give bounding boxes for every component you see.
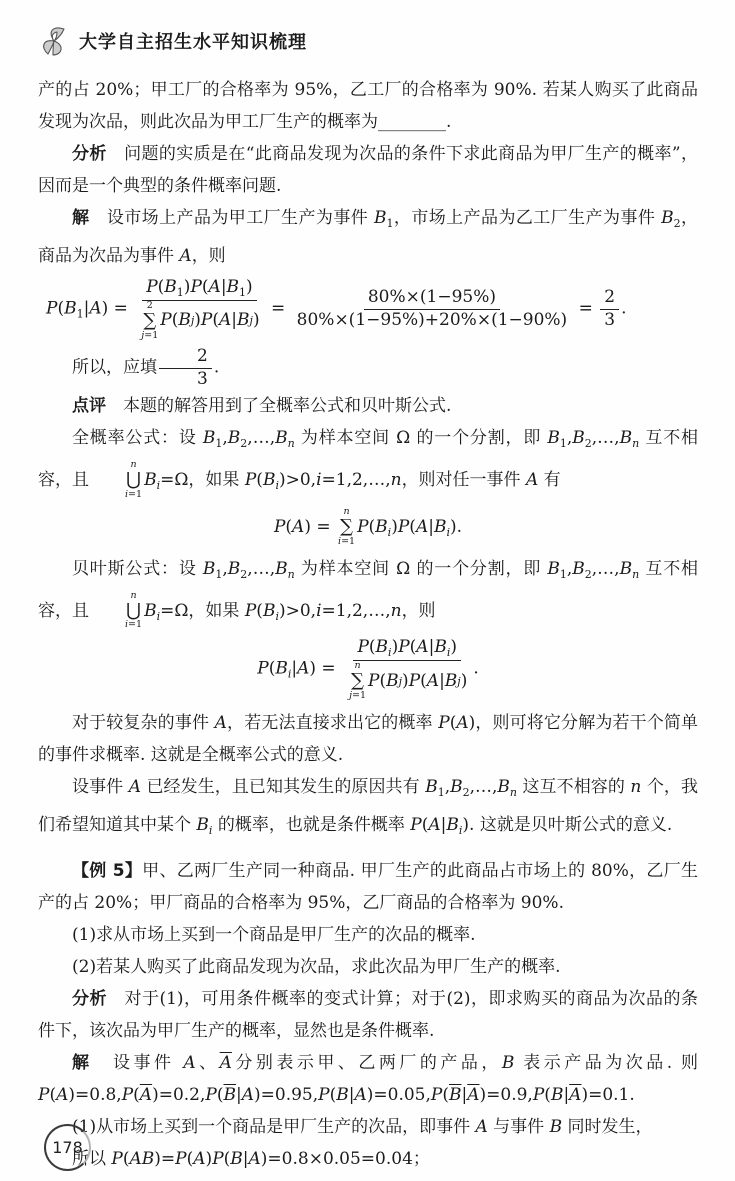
fraction: $P(B_i)P(A|B_i)$ n ∑ j=1 P ( B j ) P ( A | B j ) [349, 637, 468, 701]
example-5-analysis: 分析 对于(1)，可用条件概率的变式计算；对于(2)，即求购买的商品为次品的条件下，该次品为甲厂生产的概率，显然也是条件概率. [38, 988, 698, 1041]
fraction: $\frac{2}{3}$ [600, 287, 619, 331]
sum-operator: n ∑ i=1 [338, 505, 356, 547]
answer-line: 所以，应填 $\frac{2}{3}$ . [72, 346, 220, 389]
analysis-paragraph: 分析 问题的实质是在“此商品发现为次品的条件下求此商品为甲厂生产的概率”，因而是一个典型的条件概率问题. [38, 144, 698, 196]
bayes-calculation-formula: $P(B_1|A)$ = $P(B_1)P(A|B_1)$ 2 ∑ j=1 P ( B j ) P ( A | B j ) = $\frac{80\%\times(1-95\%)}{80\%\times(1-95\%)+20\%\times(1-90\%)}$ = $\frac{2}{3}$ . [46, 277, 627, 341]
fraction: $\frac{80\%\times(1-95\%)}{80\%\times(1-95\%)+20\%\times(1-90\%)}$ [296, 287, 568, 330]
fraction: $P(B_1)P(A|B_1)$ 2 ∑ j=1 P ( B j ) P ( A | B j ) [141, 277, 260, 341]
union-operator: n ⋃ i=1 [125, 458, 143, 500]
total-probability-formula: P(A) = n ∑ i=1 $P(B_i)P(A|B_i)$. [273, 505, 463, 547]
total-probability-meaning: 对于较复杂的事件 A，若无法直接求出它的概率 P(A)，则可将它分解为若干个简单的事件求概率. 这就是全概率公式的意义. [38, 712, 699, 765]
solution-setup-paragraph: 解 设市场上产品为甲工厂生产为事件 $B_1$，市场上产品为乙工厂生产为事件 $B_2$，商品为次品为事件 A，则 [38, 208, 698, 266]
problem-statement-continued: 产的占 20%；甲工厂的合格率为 95%，乙工厂的合格率为 90%. 若某人购买了此商品发现为次品，则此次品为甲工厂生产的概率为________. [38, 80, 698, 132]
page-number: 178 [52, 1138, 83, 1157]
example-5-part1-result: 所以 P(AB)=P(A)P(B|A)=0.8×0.05=0.04； [72, 1148, 430, 1169]
page-header [0, 0, 735, 58]
sum-operator: 2 ∑ j=1 [141, 299, 159, 341]
example-5-question-1: (1)求从市场上买到一个商品是甲厂生产的次品的概率. [72, 924, 476, 945]
total-probability-definition: 全概率公式：设 $B_1,B_2,\dots,B_n$ 为样本空间 Ω 的一个分割，即 $B_1,B_2,\dots,B_n$ 互不相容，且 n ⋃ i=1 $B_i=\Omega$，如果 $P(B_i)>0,i=1,2,\dots,n$，则对任一事件 A 有 [38, 427, 699, 500]
pinwheel-leaves-logo-icon [38, 24, 70, 58]
page-title: 大学自主招生水平知识梳理 [79, 32, 307, 53]
fraction: $\frac{2}{3}$ [159, 346, 212, 390]
bayes-formula: $P(B_i|A)$ = $P(B_i)P(A|B_i)$ n ∑ j=1 P ( B j ) P ( A | B j ) . [257, 637, 479, 701]
example-5-statement: 【例 5】甲、乙两厂生产同一种商品. 甲厂生产的此商品占市场上的 80%，乙厂生产的占 20%；甲厂商品的合格率为 95%，乙厂商品的合格率为 90%. [38, 860, 698, 913]
comment-paragraph: 点评 本题的解答用到了全概率公式和贝叶斯公式. [72, 395, 452, 416]
bayes-meaning: 设事件 A 已经发生，且已知其发生的原因共有 $B_1,B_2,\dots,B_n$ 这互不相容的 n 个，我们希望知道其中某个 $B_i$ 的概率，也就是条件概率 $P(A|B_i)$. 这就是贝叶斯公式的意义. [38, 776, 699, 837]
page-number-badge [44, 1124, 91, 1171]
example-5-solution-setup: 解 设事件 A、$\overline{A}$分别表示甲、乙两厂的产品，B 表示产品为次品. 则 $P(A)=0.8,P(\overline{A})=0.2,P(\overline{B}|A)=0.95,P(B|A)=0.05,P(\overline{B}|\overline{A})=0.9,P(B|\overline{A})=0.1$. [38, 1052, 699, 1105]
example-5-part1-setup: (1)从市场上买到一个商品是甲厂生产的次品，即事件 A 与事件 B 同时发生， [72, 1116, 653, 1137]
union-operator: n ⋃ i=1 [125, 589, 143, 631]
bayes-definition: 贝叶斯公式：设 $B_1,B_2,\dots,B_n$ 为样本空间 Ω 的一个分割，即 $B_1,B_2,\dots,B_n$ 互不相容，且 n ⋃ i=1 $B_i=\Omega$，如果 $P(B_i)>0,i=1,2,\dots,n$，则 [38, 558, 699, 631]
example-5-question-2: (2)若某人购买了此商品发现为次品，求此次品为甲厂生产的概率. [72, 956, 561, 977]
sum-operator: n ∑ j=1 [349, 660, 367, 701]
document-body [0, 58, 735, 1175]
